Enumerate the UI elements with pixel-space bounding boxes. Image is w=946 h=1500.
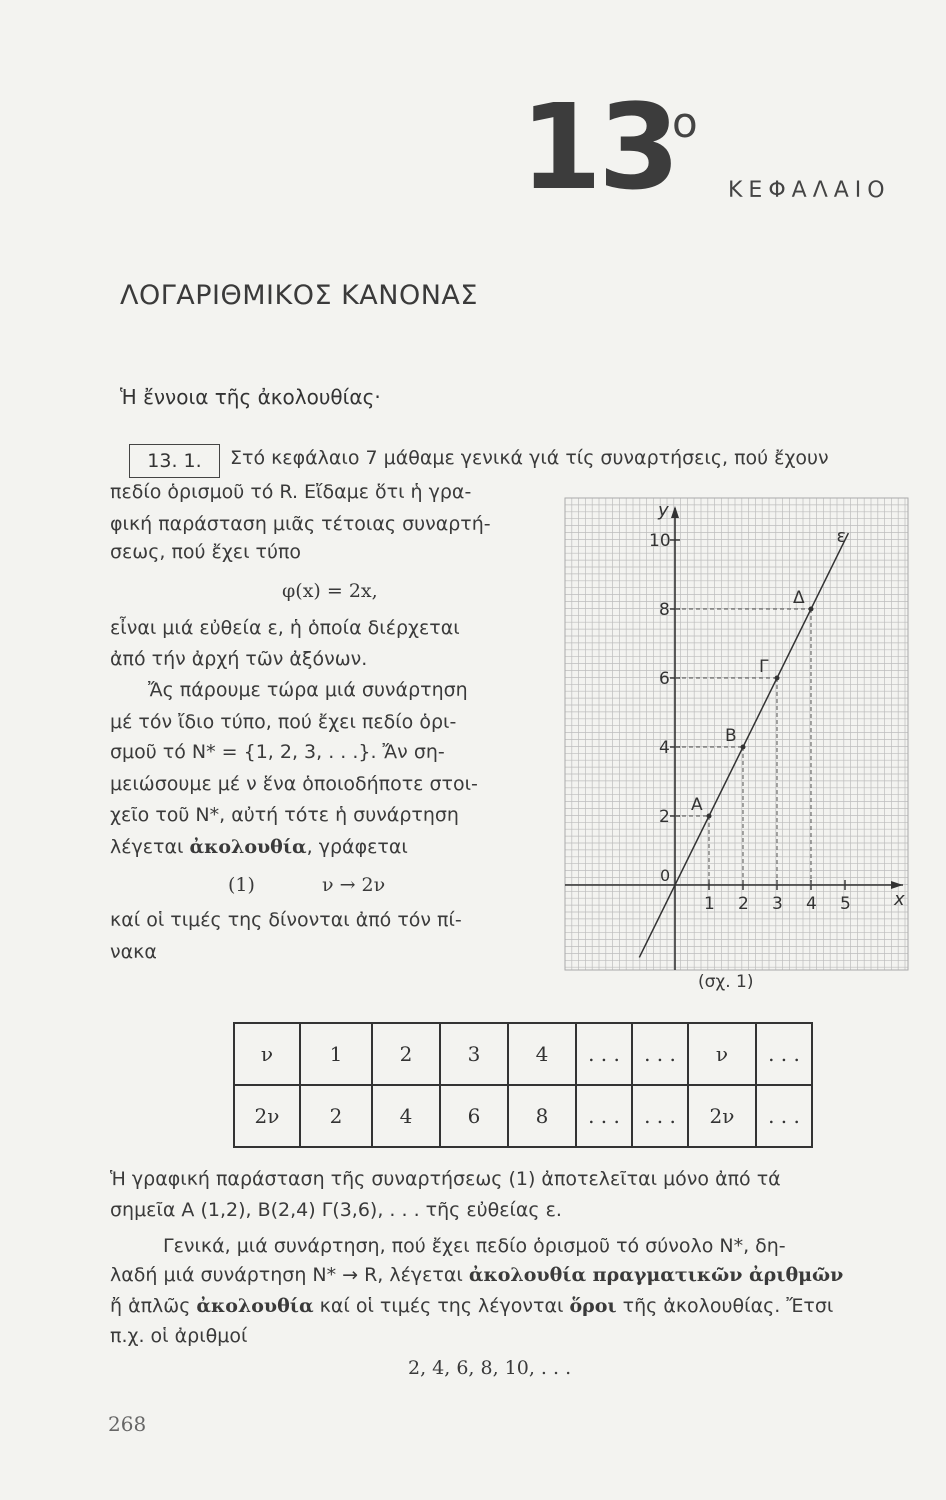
x-tick-label: 2: [738, 894, 749, 914]
text-line: εἶναι μιά εὐθεία ε, ἡ ὁποία διέρχεται: [110, 617, 460, 639]
text-line: φική παράσταση μιᾶς τέτοιας συναρτή-: [110, 513, 491, 535]
text-line: μειώσουμε μέ ν ἕνα ὁποιοδήποτε στοι-: [110, 773, 478, 795]
text-line: σημεῖα Α (1,2), Β(2,4) Γ(3,6), . . . τῆς εὐθείας ε.: [110, 1199, 562, 1221]
table-cell: 8: [508, 1085, 576, 1147]
table-cell: 6: [440, 1085, 508, 1147]
y-axis-label: y: [658, 500, 669, 521]
table-cell: . . .: [576, 1023, 632, 1085]
text-span: ἤ ἁπλῶς: [110, 1295, 197, 1317]
text-line-terms: [110, 1295, 833, 1317]
text-span: καί οἱ τιμές της λέγονται: [313, 1295, 570, 1317]
text-line: σμοῦ τό N* = {1, 2, 3, . . .}. Ἄν ση-: [110, 741, 445, 763]
table-cell: 4: [372, 1085, 440, 1147]
text-span: λαδή μιά συνάρτηση N* → R, λέγεται: [110, 1264, 469, 1286]
text-line: χεῖο τοῦ N*, αὐτή τότε ἡ συνάρτηση: [110, 804, 459, 826]
term-sequence: ἀκολουθία: [196, 1295, 314, 1317]
chapter-degree-mark: o: [672, 98, 698, 147]
figure-caption: (σχ. 1): [698, 972, 754, 992]
text-span: , γράφεται: [306, 836, 408, 858]
chapter-word: ΚΕΦΑΛΑΙΟ: [728, 178, 891, 203]
table-cell: ν: [688, 1023, 756, 1085]
table-cell: 2: [372, 1023, 440, 1085]
term-terms: ὅροι: [569, 1295, 617, 1317]
y-tick-label: 2: [659, 807, 670, 827]
x-tick-label: 3: [772, 894, 783, 914]
table-cell: 2ν: [234, 1085, 300, 1147]
page-number: 268: [108, 1412, 147, 1436]
term-sequence: ἀκολουθία: [189, 836, 307, 858]
y-tick-label: 8: [659, 600, 670, 620]
text-line: Ἄς πάρουμε τώρα μιά συνάρτηση: [148, 679, 468, 701]
y-tick-label: 4: [659, 738, 670, 758]
x-axis-arrow-icon: [891, 881, 903, 889]
text-line: ἀπό τήν ἀρχή τῶν ἀξόνων.: [110, 648, 368, 670]
text-line-general: [110, 1264, 843, 1286]
data-point: [775, 676, 780, 681]
point-label: Δ: [793, 588, 805, 608]
point-label: A: [691, 795, 703, 815]
chapter-title: ΛΟΓΑΡΙΘΜΙΚΟΣ ΚΑΝΟΝΑΣ: [120, 280, 478, 311]
table-cell: . . .: [576, 1085, 632, 1147]
table-cell: 2ν: [688, 1085, 756, 1147]
data-point: [741, 745, 746, 750]
table-cell: . . .: [632, 1085, 688, 1147]
section-heading: Ἡ ἔννοια τῆς ἀκολουθίας·: [120, 385, 381, 409]
table-cell: 2: [300, 1085, 372, 1147]
figure-plot: [639, 526, 848, 957]
formula-phi: φ(x) = 2x,: [282, 580, 378, 602]
term-real-sequence: ἀκολουθία πραγματικῶν ἀριθμῶν: [468, 1264, 844, 1286]
text-line: πεδίο ὁρισμοῦ τό R. Εἴδαμε ὅτι ἡ γρα-: [110, 481, 472, 503]
table-row: [234, 1023, 812, 1085]
formula-sequence-map: ν → 2ν: [322, 874, 386, 896]
text-line: μέ τόν ἴδιο τύπο, πού ἔχει πεδίο ὁρι-: [110, 711, 457, 733]
data-point: [809, 607, 814, 612]
chapter-number: 13: [520, 78, 677, 216]
text-line: σεως, πού ἔχει τύπο: [110, 541, 302, 563]
table-cell: 1: [300, 1023, 372, 1085]
text-line: Ἡ γραφική παράσταση τῆς συναρτήσεως (1) ἀποτελεῖται μόνο ἀπό τά: [110, 1168, 781, 1190]
text-line: π.χ. οἱ ἀριθμοί: [110, 1325, 248, 1347]
y-tick-label: 6: [659, 669, 670, 689]
table-cell: . . .: [756, 1023, 812, 1085]
table-cell: . . .: [756, 1085, 812, 1147]
point-label: B: [725, 726, 737, 746]
formula-label: (1): [228, 874, 255, 896]
table-cell: ν: [234, 1023, 300, 1085]
sequence-example: 2, 4, 6, 8, 10, . . .: [408, 1357, 572, 1379]
data-point: [707, 814, 712, 819]
origin-label: 0: [660, 866, 671, 885]
table-row: [234, 1085, 812, 1147]
table-cell: 3: [440, 1023, 508, 1085]
text-line: Στό κεφάλαιο 7 μάθαμε γενικά γιά τίς συναρτήσεις, πού ἔχουν: [230, 447, 829, 469]
x-tick-label: 4: [806, 894, 817, 914]
text-span: τῆς ἀκολουθίας. Ἔτσι: [616, 1295, 834, 1317]
table-cell: . . .: [632, 1023, 688, 1085]
table-cell: 4: [508, 1023, 576, 1085]
text-span: λέγεται: [110, 836, 190, 858]
x-tick-label: 5: [840, 894, 851, 914]
section-number-box: 13. 1.: [129, 444, 220, 478]
values-table: [233, 1022, 813, 1148]
point-label: Γ: [759, 657, 769, 677]
x-tick-label: 1: [704, 894, 715, 914]
line-epsilon-label: ε: [836, 526, 847, 547]
y-tick-label: 10: [649, 531, 671, 551]
text-line: νακα: [110, 941, 157, 963]
text-line: καί οἱ τιμές της δίνονται ἀπό τόν πί-: [110, 909, 462, 931]
text-line: Γενικά, μιά συνάρτηση, πού ἔχει πεδίο ὁρισμοῦ τό σύνολο N*, δη-: [163, 1235, 786, 1257]
x-axis-label: x: [894, 889, 905, 910]
